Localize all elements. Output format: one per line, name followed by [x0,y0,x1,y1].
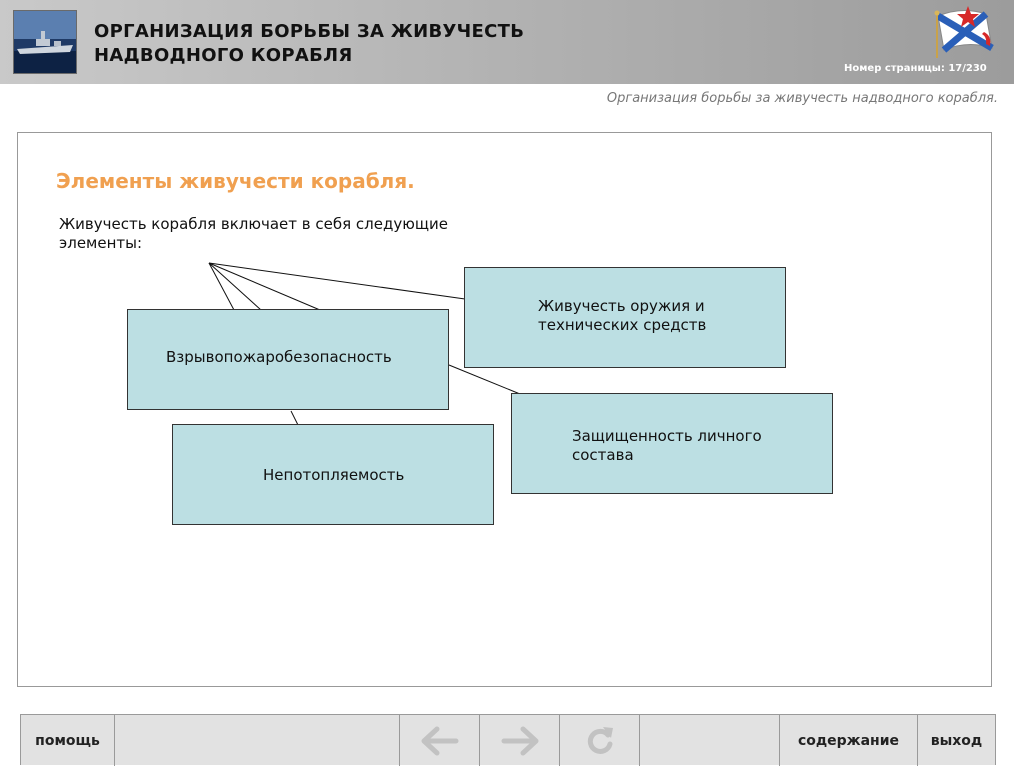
naval-flag-icon [932,4,1004,60]
exit-button[interactable]: выход [930,732,983,749]
element-weapons-survivability [464,267,786,368]
element-personnel-protection [511,393,833,494]
element-fire-explosion-safety [127,309,449,410]
reload-icon [583,724,617,758]
page-number: Номер страницы: 17/230 [844,63,987,74]
element-fire-explosion-label: Взрывопожаробезопасность [166,348,392,366]
arrow-right-icon [499,724,541,758]
course-title-line1: ОРГАНИЗАЦИЯ БОРЬБЫ ЗА ЖИВУЧЕСТЬ [94,21,525,42]
course-title-line2: НАДВОДНОГО КОРАБЛЯ [94,45,353,66]
footer-spacer [115,715,400,766]
content-panel [17,132,992,687]
footer-spacer-2 [640,715,780,766]
page-subtitle: Организация борьбы за живучесть надводного корабля. [606,91,998,106]
contents-button[interactable]: содержание [780,715,918,766]
element-unsinkability [172,424,494,525]
intro-text: Живучесть корабля включает в себя следующие элементы: [59,215,448,252]
header-bar [0,0,1014,84]
element-unsinkability-label: Непотопляемость [263,466,405,484]
back-button[interactable] [400,715,480,766]
ship-image [13,10,77,74]
slide-heading: Элементы живучести корабля. [56,169,415,193]
reload-button[interactable] [560,715,640,766]
element-weapons-line1: Живучесть оружия и [538,297,705,315]
course-title [94,20,524,68]
arrow-left-icon [419,724,461,758]
element-personnel-line2: состава [572,446,634,464]
element-personnel-line1: Защищенность личного [572,427,762,445]
help-button[interactable]: помощь [21,715,115,766]
footer-toolbar [20,714,996,765]
element-weapons-line2: технических средств [538,316,707,334]
forward-button[interactable] [480,715,560,766]
